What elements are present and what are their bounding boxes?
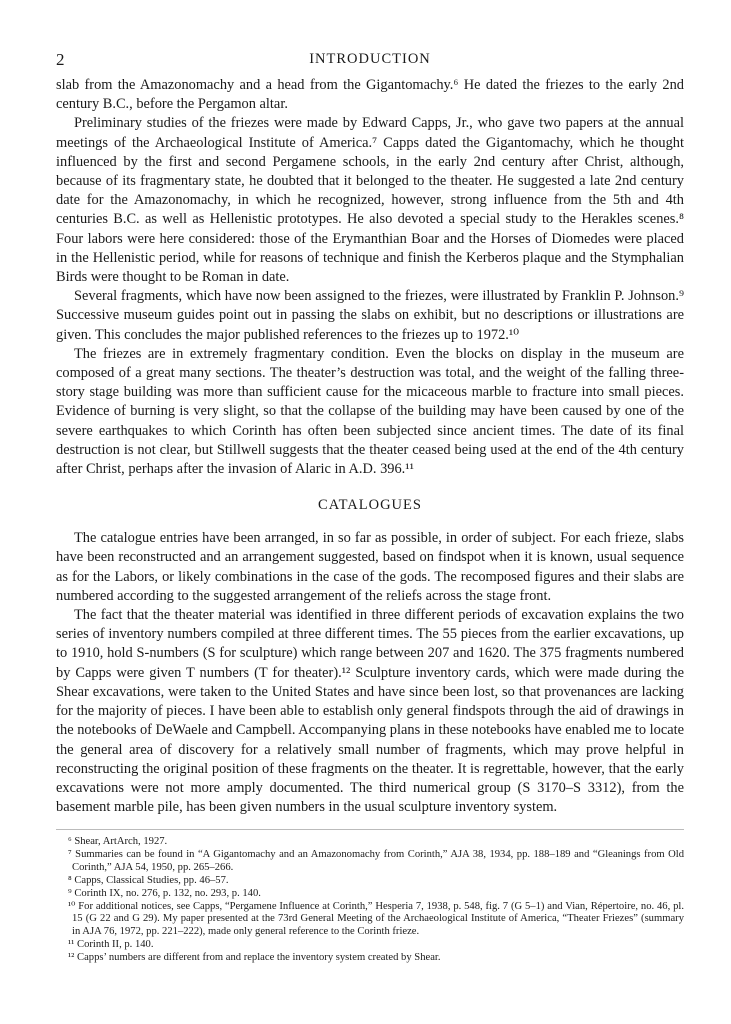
- paragraph: The friezes are in extremely fragmentary condition. Even the blocks on display in the museum are composed of a great many sections. The theater’s destruction was total, and the weight of the falling three-story stage building was more than sufficient cause for the micaceous marble to fracture into small pieces. Evidence of burning is very slight, so that the collapse of the building may have been caused by one of the severe earthquakes to which Corinth has often been subjected since ancient times. The date of its final destruction is not clear, but Stillwell suggests that the theater ceased being used at the end of the 4th century after Christ, perhaps after the invasion of Alaric in A.D. 396.¹¹: [56, 345, 684, 478]
- paragraph: Several fragments, which have now been assigned to the friezes, were illustrated by Franklin P. Johnson.⁹ Successive museum guides point out in passing the slabs on exhibit, but no descriptions or illustrations are given. This concludes the major published references to the friezes up to 1972.¹⁰: [56, 288, 684, 343]
- page: [56, 50, 684, 965]
- introduction-text: [56, 76, 684, 479]
- page-number: 2: [56, 50, 65, 69]
- paragraph: The catalogue entries have been arranged, in so far as possible, in order of subject. For each frieze, slabs have been reconstructed and an arrangement suggested, based on findspot when it is known, usual sequence as for the Labors, or likely combinations in the case of the gods. The recomposed figures and their slabs are numbered according to the suggested arrangement of the reliefs across the stage front.: [56, 530, 684, 604]
- section-heading: CATALOGUES: [318, 497, 422, 514]
- paragraph: The fact that the theater material was identified in three different periods of excavation explains the two series of inventory numbers compiled at three different times. The 55 pieces from the earlier excavations, up to 1910, hold S-numbers (S for sculpture) which range between 207 and 1620. The 375 fragments numbered by Capps were given T numbers (T for theater).¹² Sculpture inventory cards, which were made during the Shear excavations, were taken to the United States and have since been lost, so that provenances are lacking for the majority of pieces. I have been able to establish only general findspots through the aid of drawings in the notebooks of DeWaele and Campbell. Accompanying plans in these notebooks have enabled me to locate the general area of discovery for a relatively small number of fragments, which may prove helpful in reconstructing the original position of these fragments on the theater. It is regrettable, however, that the early excavations were not more amply documented. The third numerical group (S 3170–S 3312), from the basement marble pile, has been given numbers in the usual sculpture inventory system.: [56, 607, 684, 816]
- footnote: ¹¹ Corinth II, p. 140.: [68, 938, 154, 950]
- footnote: ⁶ Shear, ArtArch, 1927.: [68, 836, 168, 848]
- footnote: ⁷ Summaries can be found in “A Gigantomachy and an Amazonomachy from Corinth,” AJA 38, 1934, pp. 188–189 and “Gleanings from Old Corinth,” AJA 54, 1950, pp. 265–266.: [68, 849, 684, 873]
- footnote: ¹⁰ For additional notices, see Capps, “Pergamene Influence at Corinth,” Hesperia 7, 1938, p. 548, fig. 7 (G 5–1) and Vian, Répertoire, no. 46, pl. 15 (G 22 and G 29). My paper presented at the 73rd General Meeting of the Archaeological Institute of America, “Theater Friezes” (summary in AJA 76, 1972, pp. 221–222), made only general reference to the Corinth frieze.: [68, 900, 684, 937]
- footnotes: [56, 829, 684, 964]
- page-header: [56, 50, 684, 76]
- running-head: INTRODUCTION: [309, 51, 431, 67]
- footnote: ⁸ Capps, Classical Studies, pp. 46–57.: [68, 874, 229, 886]
- paragraph: slab from the Amazonomachy and a head from the Gigantomachy.⁶ He dated the friezes to the early 2nd century B.C., before the Pergamon altar.: [56, 77, 684, 113]
- paragraph: Preliminary studies of the friezes were made by Edward Capps, Jr., who gave two papers at the annual meetings of the Archaeological Institute of America.⁷ Capps dated the Gigantomachy, which he thought influenced by the first and second Pergamene schools, in the early 2nd century after Christ, although, because of its fragmentary state, he doubted that it belonged to the theater. He suggested a late 2nd century date for the Amazonomachy, in which he recognized, however, strong influence from the 5th and 4th centuries B.C. as well as Hellenistic prototypes. He also devoted a special study to the Herakles scenes.⁸ Four labors were here considered: those of the Erymanthian Boar and the Horses of Diomedes were placed in the Hellenistic period, while for reasons of technique and finish the Kerberos plaque and the Stymphalian Birds were thought to be Roman in date.: [56, 115, 684, 286]
- footnote: ¹² Capps’ numbers are different from and replace the inventory system created by Shear.: [68, 951, 441, 963]
- footnote: ⁹ Corinth IX, no. 276, p. 132, no. 293, p. 140.: [68, 887, 261, 899]
- catalogues-text: [56, 529, 684, 817]
